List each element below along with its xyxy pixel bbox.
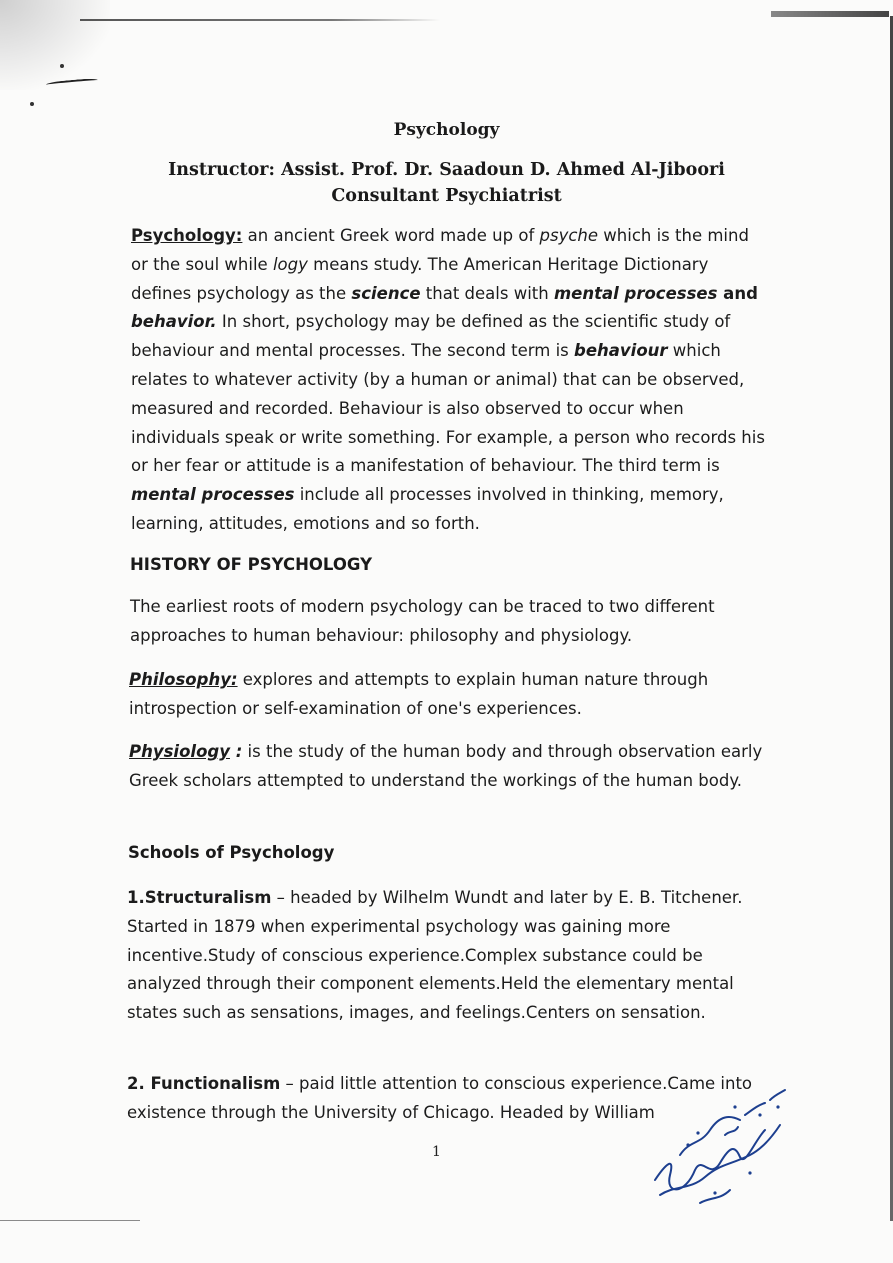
structuralism-paragraph: 1.Structuralism – headed by Wilhelm Wundt and later by E. B. Titchener. Started in 1879 when experimental psychology was gaining more incentive.Study of conscious experience.Complex substance could be analyzed through their component elements.Held the elementary mental states such as sensations, images, and feelings.Centers on sensation. bbox=[127, 888, 743, 1023]
term-structuralism: 1.Structuralism bbox=[127, 888, 272, 907]
handwritten-signature bbox=[640, 1085, 800, 1215]
scan-shadow bbox=[0, 0, 110, 90]
instructor-line: Instructor: Assist. Prof. Dr. Saadoun D. Ahmed Al-Jiboori bbox=[168, 160, 725, 180]
history-heading: HISTORY OF PSYCHOLOGY bbox=[130, 555, 373, 574]
term-philosophy: Philosophy: bbox=[129, 670, 238, 689]
scan-bottom-line bbox=[0, 1220, 140, 1221]
functionalism-paragraph: 2. Functionalism – paid little attention to conscious experience.Came into existence through the University of Chicago. Headed by William bbox=[127, 1074, 753, 1122]
schools-heading: Schools of Psychology bbox=[128, 843, 335, 862]
philosophy-paragraph: Philosophy: explores and attempts to explain human nature through introspection or self-examination of one's experiences. bbox=[129, 670, 709, 718]
term-psychology: Psychology: bbox=[131, 226, 243, 245]
role-line: Consultant Psychiatrist bbox=[331, 186, 562, 206]
term-physiology: Physiology bbox=[129, 742, 230, 761]
scan-edge-mark bbox=[771, 11, 889, 17]
ink-dot bbox=[60, 64, 64, 68]
ink-dot bbox=[30, 102, 34, 106]
history-paragraph: The earliest roots of modern psychology can be traced to two different approaches to human behaviour: philosophy and physiology. bbox=[130, 597, 715, 645]
scan-edge-line bbox=[80, 19, 440, 21]
physiology-paragraph: Physiology : is the study of the human body and through observation early Greek scholars attempted to understand the workings of the human body. bbox=[129, 742, 763, 790]
definition-paragraph: Psychology: an ancient Greek word made up of psyche which is the mind or the soul while logy means study. The American Heritage Dictionary defines psychology as the science that deals with mental processes and behavior. In short, psychology may be defined as the scientific study of behaviour and mental processes. The second term is behaviour which relates to whatever activity (by a human or animal) that can be observed, measured and recorded. Behaviour is also observed to occur when individuals speak or write something. For example, a person who records his or her fear or attitude is a manifestation of behaviour. The third term is mental processes include all processes involved in thinking, memory, learning, attitudes, emotions and so forth. bbox=[131, 226, 765, 533]
document-title: Psychology bbox=[393, 120, 500, 140]
page-number: 1 bbox=[432, 1144, 441, 1160]
term-functionalism: 2. Functionalism bbox=[127, 1074, 281, 1093]
